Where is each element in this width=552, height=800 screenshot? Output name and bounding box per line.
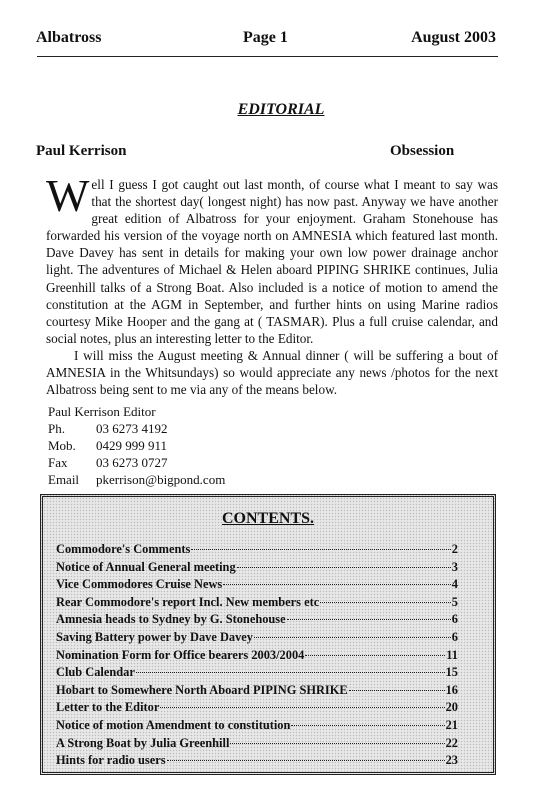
page-header: [36, 29, 496, 51]
contents-item: [56, 595, 458, 613]
contents-leader-dots: [349, 690, 445, 691]
contents-box: [40, 494, 496, 775]
contents-item-page: 22: [445, 735, 458, 750]
contents-item-title: Letter to the Editor: [56, 700, 160, 715]
contact-value: 03 6273 0727: [96, 455, 168, 470]
contact-label: Mob.: [48, 438, 76, 453]
contents-item-title: A Strong Boat by Julia Greenhill: [56, 735, 230, 750]
contact-label: Ph.: [48, 421, 65, 436]
contents-leader-dots: [160, 707, 444, 708]
contents-leader-dots: [287, 619, 451, 620]
contents-leader-dots: [191, 549, 450, 550]
issue-date: August 2003: [411, 29, 496, 46]
contact-row: [48, 454, 348, 471]
contents-item-title: Notice of Annual General meeting: [56, 559, 236, 574]
contents-item-page: 15: [445, 665, 458, 680]
contact-value: 0429 999 911: [96, 438, 168, 453]
contents-item-page: 6: [451, 612, 458, 627]
contents-item-page: 20: [445, 700, 458, 715]
contact-row: [48, 420, 348, 437]
contents-item: [56, 736, 458, 754]
editorial-body: [46, 170, 498, 398]
contents-leader-dots: [167, 760, 445, 761]
editorial-author: Paul Kerrison: [36, 143, 127, 159]
contents-item-title: Rear Commodore's report Incl. New members etc: [56, 594, 320, 609]
contents-leader-dots: [291, 725, 444, 726]
contact-value: pkerrison@bigpond.com: [96, 472, 226, 487]
contents-item: [56, 577, 458, 595]
contact-row: [48, 471, 348, 488]
contents-item-title: Amnesia heads to Sydney by G. Stonehouse: [56, 612, 286, 627]
contact-name: Paul Kerrison Editor: [48, 404, 156, 419]
contents-leader-dots: [230, 743, 444, 744]
contents-item: [56, 683, 458, 701]
contact-label: Email: [48, 472, 80, 487]
drop-cap: W: [46, 170, 90, 221]
contents-item-title: Hobart to Somewhere North Aboard PIPING SHRIKE: [56, 682, 348, 697]
contents-item-title: Club Calendar: [56, 665, 135, 680]
contents-item-title: Notice of motion Amendment to constitution: [56, 717, 291, 732]
contents-leader-dots: [237, 567, 451, 568]
contents-item: [56, 612, 458, 630]
contents-item-page: 5: [451, 594, 458, 609]
contents-item-title: Saving Battery power by Dave Davey: [56, 629, 253, 644]
editor-contact: [48, 403, 348, 488]
contents-item: [56, 753, 458, 771]
contents-item-page: 4: [451, 577, 458, 592]
contents-item: [56, 665, 458, 683]
contents-item-title: Hints for radio users: [56, 753, 166, 768]
contents-item-title: Commodore's Comments: [56, 542, 191, 556]
contents-item: [56, 700, 458, 718]
contents-leader-dots: [305, 655, 445, 656]
contents-item-page: 2: [451, 542, 458, 556]
contents-item: [56, 648, 458, 666]
editorial-paragraph-1: [46, 170, 498, 347]
contents-item-page: 23: [445, 753, 458, 768]
contents-item-title: Nomination Form for Office bearers 2003/2004: [56, 647, 305, 662]
contents-leader-dots: [254, 637, 451, 638]
contents-leader-dots: [320, 602, 451, 603]
contents-item: [56, 560, 458, 578]
contents-item-page: 3: [451, 559, 458, 574]
contents-list: [56, 542, 458, 771]
contents-item-page: 16: [445, 682, 458, 697]
contents-item: [56, 542, 458, 560]
editorial-topic: Obsession: [390, 143, 455, 159]
contents-item-page: 6: [451, 629, 458, 644]
contents-leader-dots: [223, 584, 451, 585]
editorial-paragraph-2: I will miss the August meeting & Annual dinner ( will be suffering a bout of AMNESIA in the Whitsundays) so would appreciate any news /photos for the next Albatross being sent to me via any of the means below.: [46, 347, 498, 398]
contact-label: Fax: [48, 455, 68, 470]
contents-item-title: Vice Commodores Cruise News: [56, 577, 223, 592]
contents-item-page: 21: [445, 717, 458, 732]
contents-item: [56, 718, 458, 736]
editorial-title: EDITORIAL: [237, 101, 325, 118]
publication-name: Albatross: [36, 29, 102, 46]
contents-leader-dots: [136, 672, 445, 673]
header-rule: [37, 56, 498, 57]
contact-value: 03 6273 4192: [96, 421, 168, 436]
contact-row: [48, 437, 348, 454]
page-number: Page 1: [243, 29, 288, 46]
contents-title: CONTENTS.: [221, 510, 315, 527]
contents-item: [56, 630, 458, 648]
contents-item-page: 11: [446, 647, 458, 662]
paragraph-1-text: ell I guess I got caught out last month, of course what I meant to say was that the shortest day( longest night) has now past. Anyway we have another great edition of Albatross for your enjoyment. Graham Stonehouse has forwarded his version of the voyage north on AMNESIA which featured last month. Dave Davey has sent in details for making your own low power drainage anchor light. The adventures of Michael & Helen aboard PIPING SHRIKE continues, Julia Greenhill talks of a Strong Boat. Also included is a notice of motion to amend the constitution at the AGM in September, and further hints on using Marine radios courtesy Mike Hooper and the gang at ( TASMAR). Plus a full cruise calendar, and social notes, plus an interesting letter to the Editor.: [46, 177, 498, 346]
